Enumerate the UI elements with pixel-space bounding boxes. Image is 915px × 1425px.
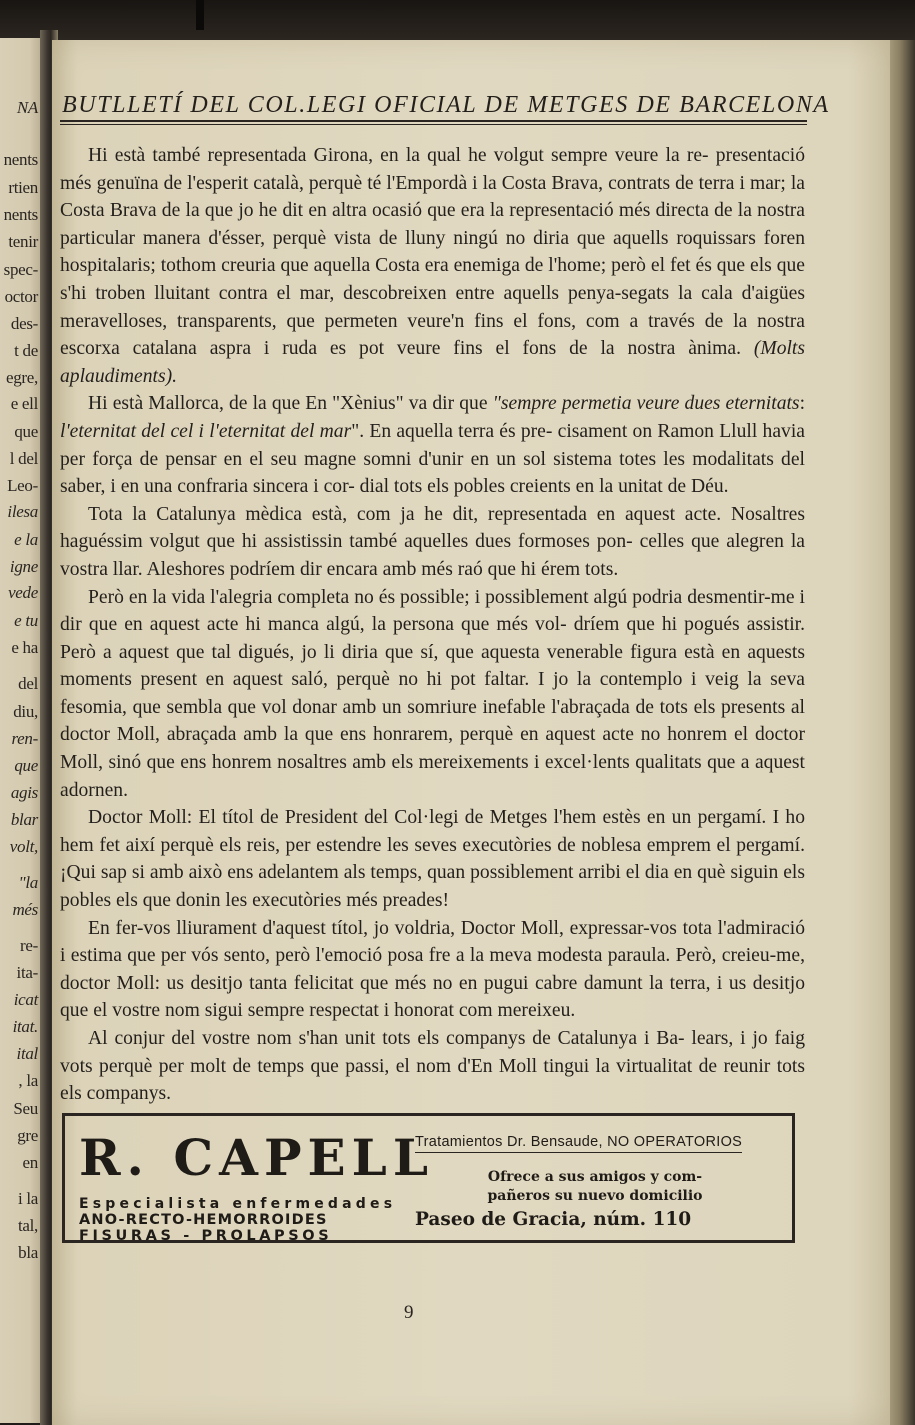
previous-page-fragment: tenir [8,232,38,251]
previous-page-fragment: egre, [5,368,38,387]
previous-page-edge [0,38,42,1423]
previous-page-fragment: blar [10,810,38,829]
previous-page-fragment: NA [16,98,38,117]
previous-page-fragment: Leo- [7,476,38,495]
previous-page-fragment: que [14,756,38,775]
previous-page-fragment: nents [3,150,38,169]
page [52,40,890,1425]
previous-page-fragment: des- [10,314,38,333]
previous-page-fragment: re- [20,936,38,955]
page-right-edge [890,40,915,1425]
previous-page-fragment: gre [17,1126,38,1145]
previous-page-fragment: i la [17,1189,38,1208]
previous-page-fragment: e tu [14,611,38,630]
previous-page-fragment: itat. [12,1017,38,1036]
previous-page-fragment: volt, [9,837,38,856]
paragraph-catalunya: Tota la Catalunya mèdica està, com ja he dit, representada en aquest acte. Nosaltres haguéssim volgut que hi assistissin també aquelles dues formoses pon- celles que alegren la vostra llar. Aleshores podríem dir encara amb més raó que hi érem tots. [60,503,805,580]
previous-page-fragment: ital [16,1044,38,1063]
ad-specialty: Especialista enfermedades [79,1196,397,1212]
paragraph-alegria: Però en la vida l'alegria completa no és possible; i possiblement algú podria desmentir-me i dir que en aquest acte hi manca algú, la persona que més vol- dríem que hi pogués assistir. Però a aquest que tal digués, jo li diria que sí, que aquesta venerable figura està en aquests moments present en aquest saló, perquè no hi pot faltar. I jo la contemplo i veig la seva fesomia, que sembla que vol donar amb un somriure inefable l'abraçada de tots els presents al doctor Moll, abraçada amb la que ens honrarem, perquè en aquest acte no honrem el doctor Moll, sinó que ens honrem nosaltres amb els mereixements i excel·lents qualitats que a aquest adornen. [60,586,806,801]
previous-page-fragment: en [22,1153,38,1172]
previous-page-fragment: spec- [3,260,38,279]
ad-specialty-line2: ANO-RECTO-HEMORROIDES [79,1212,328,1228]
previous-page-fragment: que [14,422,38,441]
paragraph-conjur: Al conjur del vostre nom s'han unit tots els companys de Catalunya i Ba- lears, i jo faig vots perquè per molt de temps que passi, el nom d'En Moll tingui la virtualitat de reunir tots els companys. [60,1028,806,1105]
header-rule [60,120,807,122]
header-rule-thin [60,124,807,125]
article-body [60,142,805,1108]
previous-page-fragment: tal, [17,1216,38,1235]
page-number: 9 [404,1302,414,1323]
paragraph-girona: Hi està també representada Girona, en la qual he volgut sempre veure la re- presentació més genuïna de l'esperit català, perquè té l'Empordà i la Costa Brava, contrats de terra i mar; la Costa Brava de la que jo he dit en altra ocasió que era la representació més directa de la nostra particular manera d'ésser, perquè vista de lluny ningú no diria que aquells roquissars foren hospitalaris; tothom creuria que aquella Costa era enemiga de l'home; però el fet és que els que s'hi troben lluitant contra el mar, descobreixen entre aquells penya-segats la cala d'aigües meravelloses, transparents, que permeten veure'n fins el fons, com a través de la nostra escorxa catalana aspra i ruda es pot veure fins el fons de la nostra ànima. (Molts aplaudiments). [60,145,806,387]
previous-page-fragment: nents [3,205,38,224]
previous-page-fragment: ren- [11,729,38,748]
paragraph-titol: Doctor Moll: El títol de President del Col·legi de Metges l'hem estès en un pergamí. I ho hem fet així perquè els reis, per estendre les seves executòries de noblesa emprem el pergamí. ¡Qui sap si amb això ens adelantem als temps, quan possiblement arribi el dia en què siguin els pobles els que donin les executòries més preades! [60,807,805,912]
running-header: BUTLLETÍ DEL COL.LEGI OFICIAL DE METGES DE BARCELONA [62,92,830,118]
previous-page-fragment: del [18,674,38,693]
previous-page-fragment: t de [14,341,38,360]
applause-note: (Molts aplaudiments). [60,338,805,387]
previous-page-fragment: octor [4,287,38,306]
previous-page-fragment: ilesa [7,502,38,521]
previous-page-fragment: vede [8,583,38,602]
ad-specialty-line3: FISURAS - PROLAPSOS [79,1228,333,1244]
previous-page-fragment: l del [9,449,38,468]
previous-page-fragment: agis [10,783,38,802]
previous-page-fragment: igne [9,557,38,576]
binding-clip [196,0,204,30]
previous-page-fragment: e ha [11,638,38,657]
previous-page-fragment: ita- [16,963,38,982]
ad-doctor-name: R. CAPELL [79,1128,434,1187]
paragraph-mallorca: Hi està Mallorca, de la que En "Xènius" va dir que "sempre permetia veure dues eternitats: l'eternitat del cel i l'eternitat del mar". En aquella terra és pre- cisament on Ramon Llull havia per força de pensar en el seu magne somni d'unir en un sol sistema totes les modalitats del saber, i en una confraria sincera i cor- dial tots els pobles creients en la unitat de Déu. [60,393,806,498]
ad-treatments: Tratamientos Dr. Bensaude, NO OPERATORIOS [415,1134,742,1153]
previous-page-fragment: Seu [13,1099,38,1118]
advertisement-box [62,1113,795,1243]
previous-page-fragment: bla [18,1243,38,1262]
ad-address: Paseo de Gracia, núm. 110 [415,1209,692,1230]
previous-page-fragment: , la [18,1071,38,1090]
previous-page-fragment: icat [13,990,38,1009]
scan-top-border [0,0,915,40]
previous-page-fragment: rtien [8,178,38,197]
previous-page-fragment: diu, [13,702,38,721]
ad-offer: Ofrece a sus amigos y com- pañeros su nuevo domicilio [487,1169,703,1204]
paragraph-lliurament: En fer-vos lliurament d'aquest títol, jo voldria, Doctor Moll, expressar-vos tota l'admiració i estima que per vós sento, però l'emoció posa fre a la meva modesta paraula. Però, creieu-me, doctor Moll: us desitjo tanta felicitat que més no en pugui cabre damunt la terra, i us desitjo que el vostre nom sigui sempre respectat i honorat com mereixeu. [60,917,805,1022]
previous-page-fragment: e la [14,530,38,549]
previous-page-fragment: més [12,900,38,919]
previous-page-fragment: "la [18,873,38,892]
previous-page-fragment: e ell [10,394,38,413]
